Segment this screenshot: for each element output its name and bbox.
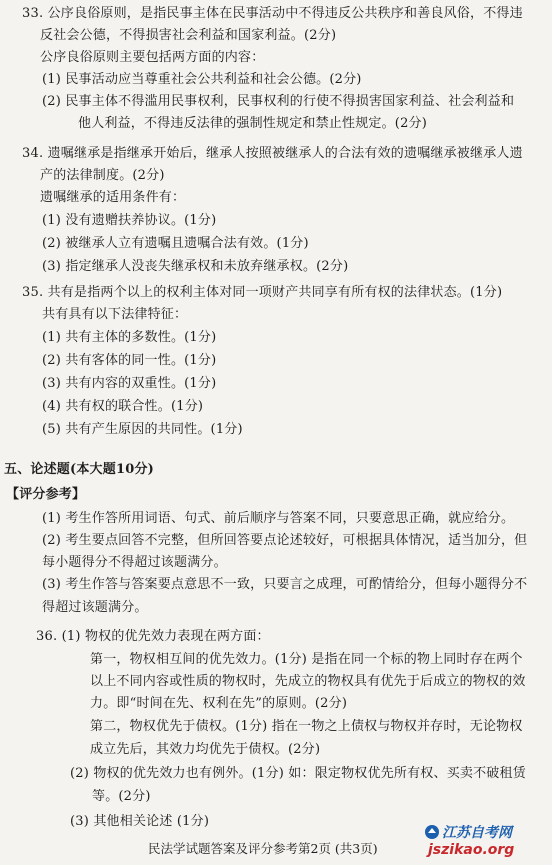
- scoring-rule-3: (3) 考生作答与答案要点意思不一致，只要言之成理，可酌情给分，但每小题得分不: [42, 577, 528, 592]
- q36-part-2-cont: 等。(2分): [92, 789, 151, 804]
- q36-first-point-cont-2: 力。即“时间在先、权利在先”的原则。(2分): [90, 696, 348, 711]
- scoring-rule-1: (1) 考生作答所用词语、句式、前后顺序与答案不同，只要意思正确，就应给分。: [42, 511, 515, 526]
- q33-item-2-cont: 他人利益，不得违反法律的强制性规定和禁止性规定。(2分): [78, 116, 428, 131]
- q34-line-2: 产的法律制度。(2分): [40, 168, 165, 183]
- q36-part-1: 36. (1) 物权的优先效力表现在两方面：: [36, 629, 270, 644]
- q35-item-1: (1) 共有主体的多数性。(1分): [42, 330, 217, 345]
- q34-item-2: (2) 被继承人立有遗嘱且遗嘱合法有效。(1分): [42, 236, 309, 251]
- watermark-title: 江苏自考网: [442, 825, 512, 841]
- q36-part-3: (3) 其他相关论述 (1分): [70, 814, 210, 829]
- q33-item-2: (2) 民事主体不得滥用民事权利，民事权利的行使不得损害国家利益、社会利益和: [42, 94, 515, 109]
- q35-line-2: 共有具有以下法律特征：: [42, 307, 188, 322]
- q34-item-1: (1) 没有遗赠扶养协议。(1分): [42, 213, 217, 228]
- section-heading: 五、论述题(本大题10分): [4, 462, 154, 477]
- q35-line-1: 35. 共有是指两个以上的权利主体对同一项财产共同享有所有权的法律状态。(1分): [22, 285, 503, 300]
- scoring-rule-3-cont: 得超过该题满分。: [42, 600, 148, 615]
- q36-second-point-cont: 成立先后，其效力均优先于债权。(2分): [90, 742, 321, 757]
- q36-part-2: (2) 物权的优先效力也有例外。(1分) 如：限定物权优先所有权、买卖不破租赁: [70, 766, 526, 781]
- q33-line-2: 反社会公德，不得损害社会利益和国家利益。(2分): [40, 28, 337, 43]
- scoring-rule-2-cont: 每小题得分不得超过该题满分。: [42, 555, 227, 570]
- q36-second-point: 第二，物权优先于债权。(1分) 指在一物之上债权与物权并存时，无论物权: [90, 719, 523, 734]
- q35-item-5: (5) 共有产生原因的共同性。(1分): [42, 422, 243, 437]
- q35-item-4: (4) 共有权的联合性。(1分): [42, 399, 204, 414]
- q33-item-1: (1) 民事活动应当尊重社会公共利益和社会公德。(2分): [42, 72, 362, 87]
- q35-item-3: (3) 共有内容的双重性。(1分): [42, 376, 217, 391]
- watermark-url[interactable]: jszikao.org: [428, 842, 515, 858]
- q36-first-point: 第一，物权相互间的优先效力。(1分) 是指在同一个标的物上同时存在两个: [90, 652, 523, 667]
- q34-line-3: 遗嘱继承的适用条件有：: [40, 190, 186, 205]
- q34-line-1: 34. 遗嘱继承是指继承开始后，继承人按照被继承人的合法有效的遗嘱继承被继承人遗: [22, 146, 523, 161]
- scoring-rule-2: (2) 考生要点回答不完整，但所回答要点论述较好，可根据具体情况，适当加分，但: [42, 533, 528, 548]
- q33-line-1: 33. 公序良俗原则，是指民事主体在民事活动中不得违反公共秩序和善良风俗，不得违: [22, 6, 523, 21]
- page-footer: 民法学试题答案及评分参考第2页 (共3页): [148, 841, 378, 856]
- q33-line-3: 公序良俗原则主要包括两方面的内容：: [40, 50, 265, 65]
- watermark-logo-icon: [424, 824, 440, 840]
- q35-item-2: (2) 共有客体的同一性。(1分): [42, 353, 217, 368]
- q34-item-3: (3) 指定继承人没丧失继承权和未放弃继承权。(2分): [42, 259, 349, 274]
- q36-first-point-cont-1: 以上不同内容或性质的物权时，先成立的物权具有优先于后成立的物权的效: [90, 674, 526, 689]
- watermark: [424, 822, 544, 864]
- scoring-reference-heading: 【评分参考】: [6, 487, 86, 502]
